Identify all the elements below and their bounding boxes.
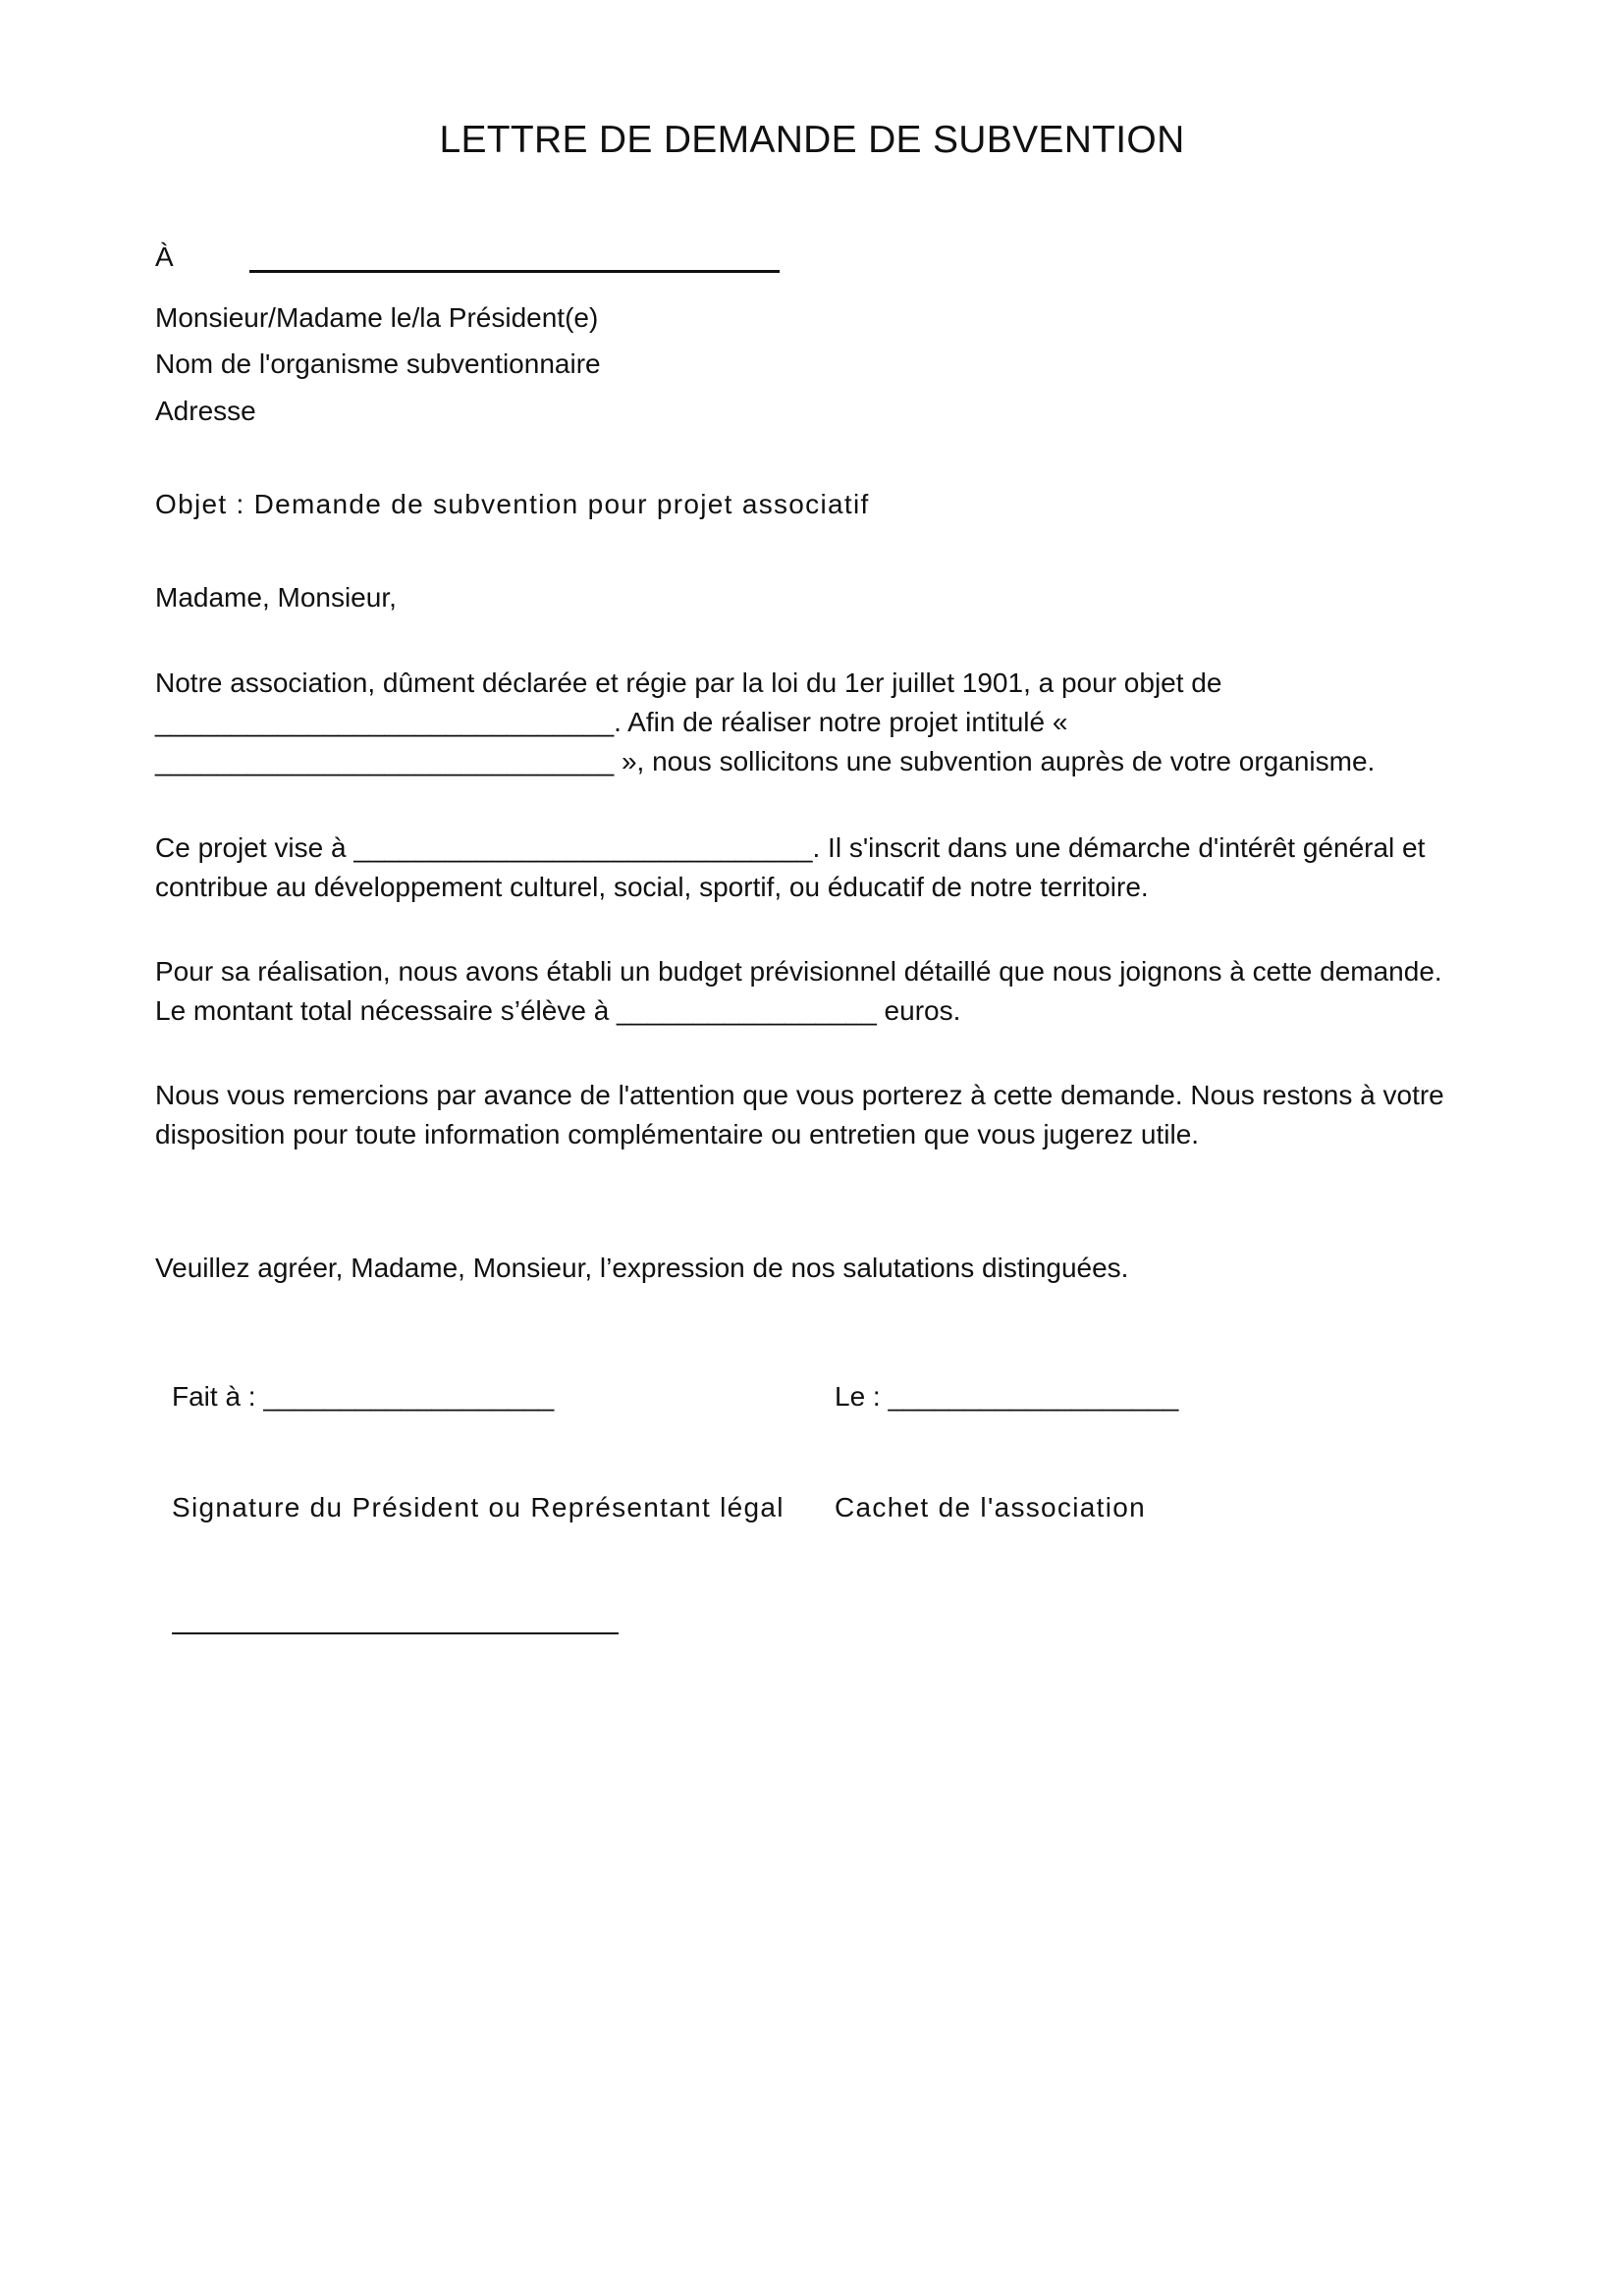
paragraph-project: Ce projet vise à ______________________________. Il s'inscrit dans une démarche d'intérêt général et contribue au développement culturel, social, sportif, ou éducatif de notre territoire. (155, 832, 1426, 902)
document-title: LETTRE DE DEMANDE DE SUBVENTION (439, 119, 1185, 161)
paragraph-budget: Pour sa réalisation, nous avons établi un budget prévisionnel détaillé que nous joignons à cette demande. Le montant total nécessaire s’élève à _________________ euros. (155, 956, 1442, 1026)
paragraph-association: Notre association, dûment déclarée et régie par la loi du 1er juillet 1901, a pour objet de ______________________________. Afin de réaliser notre projet intitulé « ______________________________ », nous sollicitons une subvention auprès de votre organisme. (155, 667, 1376, 776)
place-field: Fait à : ___________________ (172, 1381, 555, 1412)
signature-label: Signature du Président ou Représentant légal (172, 1492, 785, 1522)
recipient-line-1: Monsieur/Madame le/la Président(e) (155, 302, 599, 333)
signature-line (172, 1632, 619, 1634)
closing-formula: Veuillez agréer, Madame, Monsieur, l’expression de nos salutations distinguées. (155, 1253, 1129, 1283)
recipient-line-3: Adresse (155, 396, 256, 426)
subject-line: Objet : Demande de subvention pour projet associatif (155, 489, 870, 519)
recipient-line-2: Nom de l'organisme subventionnaire (155, 348, 601, 379)
paragraph-thanks: Nous vous remercions par avance de l'attention que vous porterez à cette demande. Nous restons à votre disposition pour toute information complémentaire ou entretien que vous jugerez utile. (155, 1080, 1444, 1149)
recipient-blank-line (249, 270, 780, 273)
recipient-prefix: À (155, 241, 174, 272)
stamp-label: Cachet de l'association (835, 1492, 1146, 1522)
salutation: Madame, Monsieur, (155, 582, 397, 613)
date-field: Le : ___________________ (835, 1381, 1179, 1412)
